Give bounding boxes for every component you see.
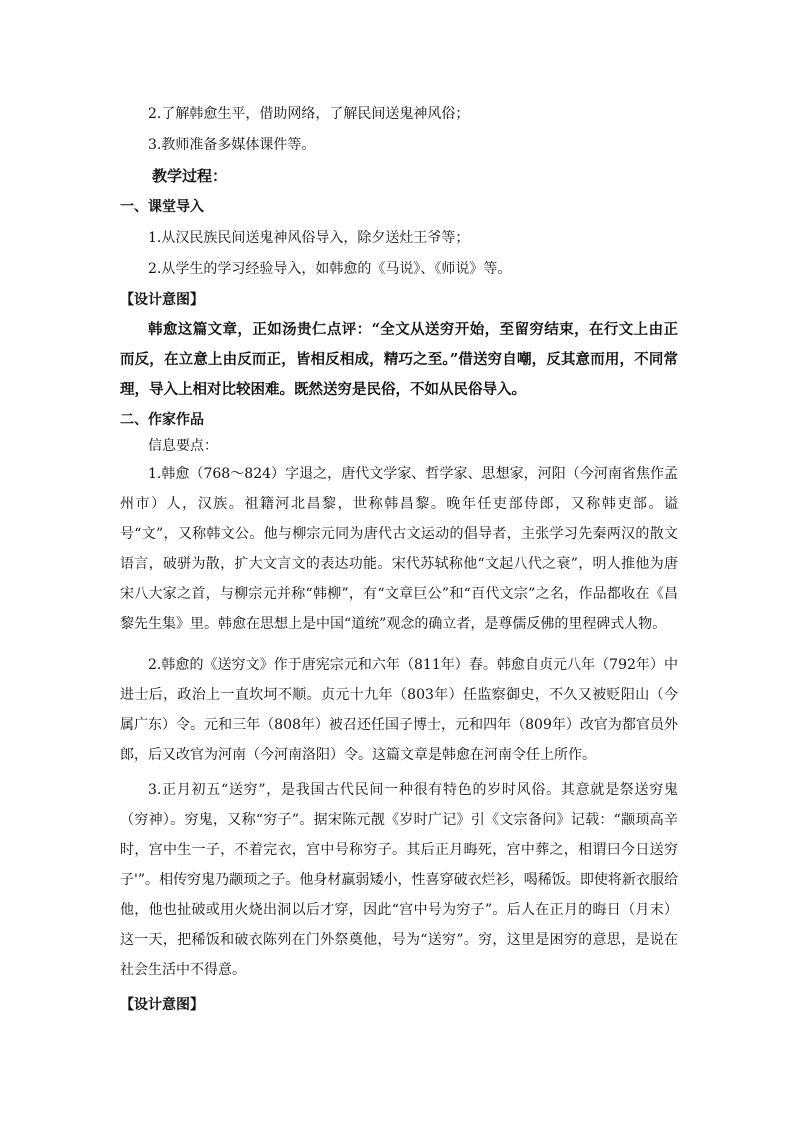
- info-points-label: 信息要点：: [148, 438, 218, 454]
- section-2-heading: 二、作家作品: [120, 412, 204, 428]
- section-1-item-1: 1.从汉民族民间送鬼神风俗导入，除夕送灶王爷等；: [148, 230, 470, 246]
- prep-item-2: 2.了解韩愈生平，借助网络，了解民间送鬼神风俗；: [148, 106, 470, 122]
- info-point-2: 2.韩愈的《送穷文》作于唐宪宗元和六年（811年）春。韩愈自贞元八年（792年）中进士后，政治上一直坎坷不顺。贞元十九年（803年）任监察御史，不久又被贬阳山（今属广东）令。元和三年（808年）被召还任国子博士，元和四年（809年）改官为都官员外郎，后又改官为河南（今河南洛阳）令。这篇文章是韩愈在河南令任上所作。: [120, 657, 678, 763]
- design-intent-text-1: 韩愈这篇文章，正如汤贵仁点评：“全文从送穷开始，至留穷结束，在行文上由正而反，在立意上由反而正，皆相反相成，精巧之至。”借送穷自嘲，反其意而用，不同常理，导入上相对比较困难。既然送穷是民俗，不如从民俗导入。: [120, 321, 678, 398]
- teaching-process-title: 教学过程：: [152, 167, 228, 185]
- design-intent-heading-1: 【设计意图】: [120, 292, 204, 308]
- prep-item-3: 3.教师准备多媒体课件等。: [148, 137, 316, 153]
- section-1-item-2: 2.从学生的学习经验导入，如韩愈的《马说》、《师说》等。: [148, 261, 512, 277]
- design-intent-heading-2: 【设计意图】: [120, 997, 204, 1013]
- info-point-3: 3.正月初五“送穷”，是我国古代民间一种很有特色的岁时风俗。其意就是祭送穷鬼（穷神）。穷鬼，又称“穷子”。据宋陈元靓《岁时广记》引《文宗备问》记载：“颛顼高辛时，宫中生一子，不着完衣，宫中号称穷子。其后正月晦死，宫中葬之，相谓曰今日送穷子'”。相传穷鬼乃颛顼之子。他身材羸弱矮小，性喜穿破衣烂衫，喝稀饭。即使将新衣服给他，他也扯破或用火烧出洞以后才穿，因此“宫中号为穷子”。后人在正月的晦日（月末）这一天，把稀饭和破衣陈列在门外祭奠他，号为“送穷”。穷，这里是困穷的意思，是说在社会生活中不得意。: [120, 782, 678, 978]
- info-point-1: 1.韩愈（768～824）字退之，唐代文学家、哲学家、思想家，河阳（今河南省焦作孟州市）人，汉族。祖籍河北昌黎，世称韩昌黎。晚年任吏部侍郎，又称韩吏部。谥号“文”，又称韩文公。他与柳宗元同为唐代古文运动的倡导者，主张学习先秦两汉的散文语言，破骈为散，扩大文言文的表达功能。宋代苏轼称他“文起八代之衰”，明人推他为唐宋八大家之首，与柳宗元并称“韩柳”，有“文章巨公”和“百代文宗”之名，作品都收在《昌黎先生集》里。韩愈在思想上是中国“道统”观念的确立者，是尊儒反佛的里程碑式人物。: [120, 466, 678, 632]
- section-1-heading: 一、课堂导入: [120, 199, 204, 215]
